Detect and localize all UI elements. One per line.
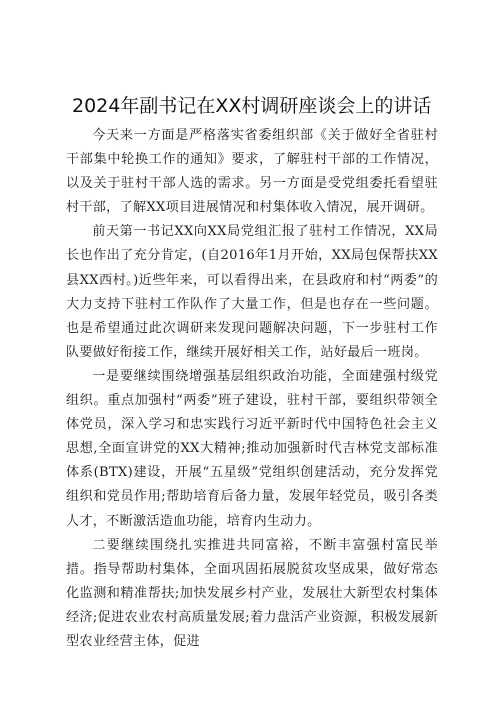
document-title: 2024年副书记在XX村调研座谈会上的讲话 xyxy=(72,95,432,117)
paragraph: 今天来一方面是严格落实省委组织部《关于做好全省驻村干部集中轮换工作的通知》要求，了解驻村干部的工作情况，以及关于驻村干部人选的需求。另一方面是受党组委托看望驻村干部，了解XX项目进展情况和村集体收入情况，展开调研。 xyxy=(66,128,438,216)
document-body xyxy=(66,124,438,654)
paragraph: 一是要继续围绕增强基层组织政治功能，全面建强村级党组织。重点加强村“两委”班子建设，驻村干部，要组织带领全体党员，深入学习和忠实践行习近平新时代中国特色社会主义思想,全面宣讲党的XX大精神;推动加强新时代吉林党支部标准体系(BTX)建设，开展“五星级”党组织创建活动，充分发挥党组织和党员作用;帮助培育后备力量，发展年轻党员，吸引各类人才，不断激活造血功能，培育内生动力。 xyxy=(66,368,438,529)
paragraph: 前天第一书记XX向XX局党组汇报了驻村工作情况，XX局长也作出了充分肯定，(自2016年1月开始，XX局包保帮扶XX县XX西村。)近些年来，可以看得出来，在县政府和村“两委”的大力支持下驻村工作队作了大量工作，但是也存在一些问题。也是希望通过此次调研来发现问题解决问题，下一步驻村工作队要做好衔接工作，继续开展好相关工作，站好最后一班岗。 xyxy=(66,224,438,360)
paragraph: 二要继续围绕扎实推进共同富裕，不断丰富强村富民举措。指导帮助村集体，全面巩固拓展脱贫攻坚成果，做好常态化监测和精准帮扶;加快发展乡村产业，发展壮大新型农村集体经济;促进农业农村高质量发展;着力盘活产业资源，积极发展新型农业经营主体，促进 xyxy=(66,537,438,649)
